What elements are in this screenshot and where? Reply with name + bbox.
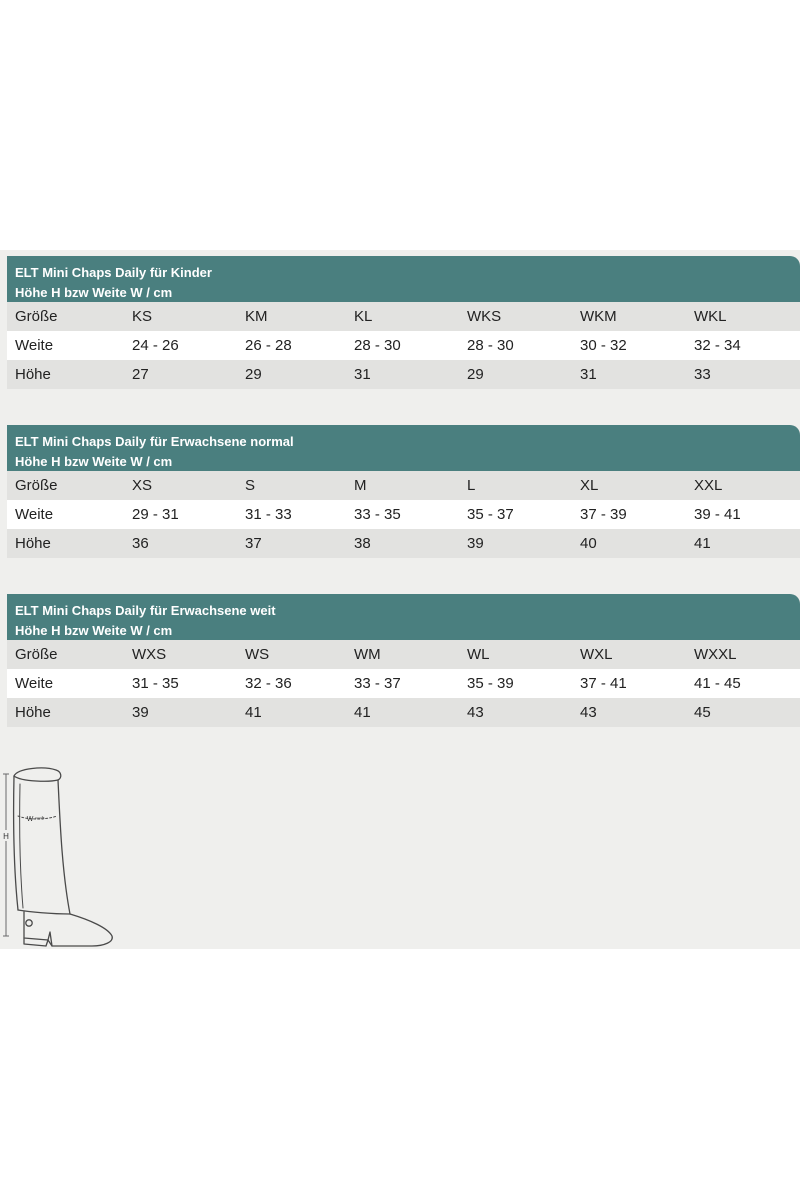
- row-label: Größe: [15, 477, 58, 494]
- cell: 38: [354, 535, 371, 552]
- cell: 31: [354, 366, 371, 383]
- cell: 26 - 28: [245, 337, 292, 354]
- cell: 31 - 33: [245, 506, 292, 523]
- cell: XL: [580, 477, 599, 494]
- cell: 27: [132, 366, 149, 383]
- table-title: ELT Mini Chaps Daily für Erwachsene weit: [15, 603, 276, 618]
- cell: KM: [245, 308, 268, 325]
- cell: 30 - 32: [580, 337, 627, 354]
- cell: 33 - 35: [354, 506, 401, 523]
- row-size: [7, 471, 800, 500]
- height-label: H: [3, 832, 9, 841]
- cell: 40: [580, 535, 597, 552]
- boot-chaps-measurement-icon: [0, 762, 120, 950]
- cell: 35 - 39: [467, 675, 514, 692]
- cell: S: [245, 477, 256, 494]
- cell: 43: [467, 704, 484, 721]
- table-title: ELT Mini Chaps Daily für Erwachsene normal: [15, 434, 294, 449]
- cell: 32 - 34: [694, 337, 741, 354]
- cell: 37: [245, 535, 262, 552]
- cell: KS: [132, 308, 153, 325]
- table-subtitle: Höhe H bzw Weite W / cm: [15, 454, 173, 469]
- size-table-adults-wide: [7, 594, 800, 727]
- cell: 45: [694, 704, 711, 721]
- cell: XS: [132, 477, 153, 494]
- row-label: Weite: [15, 675, 54, 692]
- cell: L: [467, 477, 476, 494]
- cell: 31: [580, 366, 597, 383]
- cell: WKS: [467, 308, 502, 325]
- cell: 31 - 35: [132, 675, 179, 692]
- cell: 43: [580, 704, 597, 721]
- cell: 33 - 37: [354, 675, 401, 692]
- cell: WXXL: [694, 646, 737, 663]
- cell: WXL: [580, 646, 613, 663]
- cell: WXS: [132, 646, 167, 663]
- cell: 39: [132, 704, 149, 721]
- cell: 37 - 39: [580, 506, 627, 523]
- cell: WM: [354, 646, 381, 663]
- cell: 41: [354, 704, 371, 721]
- table-header: [7, 425, 800, 471]
- size-table-adults-normal: [7, 425, 800, 558]
- row-label: Höhe: [15, 704, 51, 721]
- table-subtitle: Höhe H bzw Weite W / cm: [15, 285, 173, 300]
- row-size: [7, 640, 800, 669]
- cell: 29: [245, 366, 262, 383]
- cell: 33: [694, 366, 711, 383]
- table-subtitle: Höhe H bzw Weite W / cm: [15, 623, 173, 638]
- row-width: [7, 669, 800, 698]
- cell: 36: [132, 535, 149, 552]
- row-label: Höhe: [15, 366, 51, 383]
- cell: 29 - 31: [132, 506, 179, 523]
- cell: WS: [245, 646, 270, 663]
- row-label: Größe: [15, 308, 58, 325]
- row-height: [7, 698, 800, 727]
- cell: 35 - 37: [467, 506, 514, 523]
- cell: 28 - 30: [354, 337, 401, 354]
- table-header: [7, 256, 800, 302]
- row-label: Weite: [15, 337, 54, 354]
- cell: 29: [467, 366, 484, 383]
- cell: WL: [467, 646, 490, 663]
- cell: 39 - 41: [694, 506, 741, 523]
- row-width: [7, 331, 800, 360]
- cell: 41: [694, 535, 711, 552]
- row-label: Weite: [15, 506, 54, 523]
- cell: WKL: [694, 308, 727, 325]
- cell: WKM: [580, 308, 617, 325]
- cell: XXL: [694, 477, 723, 494]
- row-size: [7, 302, 800, 331]
- table-header: [7, 594, 800, 640]
- row-height: [7, 529, 800, 558]
- row-height: [7, 360, 800, 389]
- cell: 28 - 30: [467, 337, 514, 354]
- cell: 24 - 26: [132, 337, 179, 354]
- cell: 37 - 41: [580, 675, 627, 692]
- cell: 32 - 36: [245, 675, 292, 692]
- table-title: ELT Mini Chaps Daily für Kinder: [15, 265, 212, 280]
- size-table-kids: [7, 256, 800, 389]
- cell: M: [354, 477, 367, 494]
- width-label: W: [26, 816, 34, 823]
- row-width: [7, 500, 800, 529]
- cell: 41: [245, 704, 262, 721]
- cell: 41 - 45: [694, 675, 741, 692]
- cell: 39: [467, 535, 484, 552]
- row-label: Höhe: [15, 535, 51, 552]
- cell: KL: [354, 308, 373, 325]
- row-label: Größe: [15, 646, 58, 663]
